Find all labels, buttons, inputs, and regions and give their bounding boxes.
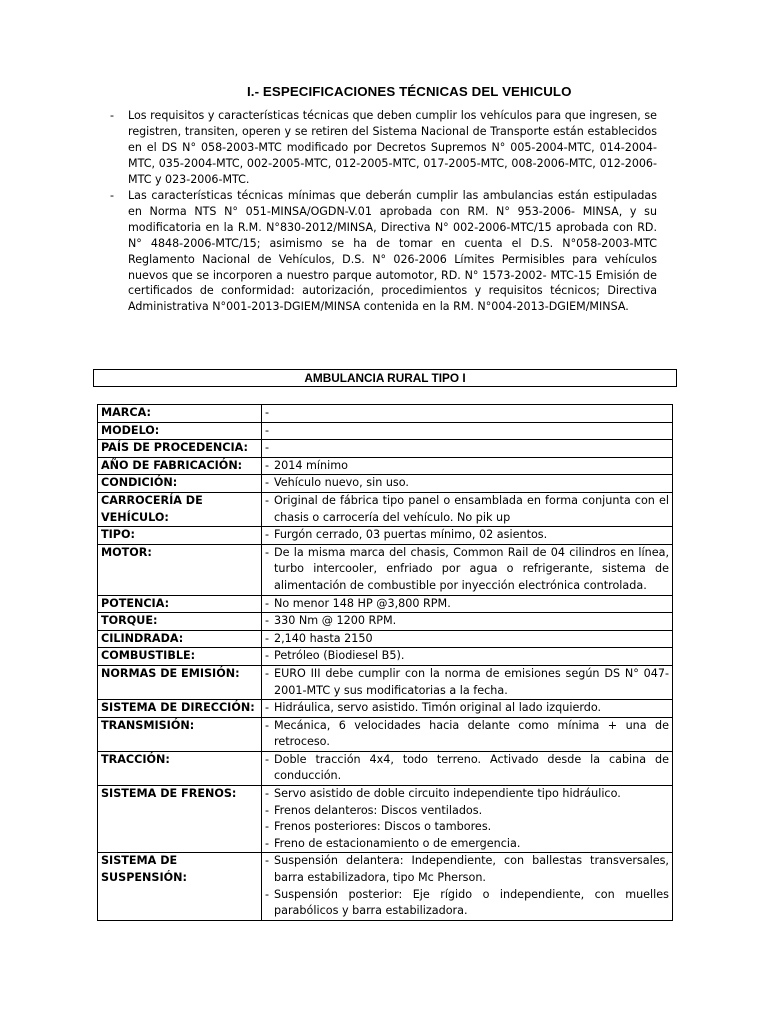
spec-label: COMBUSTIBLE: xyxy=(98,648,262,666)
spec-row xyxy=(98,440,673,458)
spec-label: TORQUE: xyxy=(98,613,262,631)
specs-table xyxy=(97,404,673,921)
spec-value-cell xyxy=(262,665,673,699)
spec-row xyxy=(98,648,673,666)
spec-value-item xyxy=(265,613,669,630)
spec-value-item xyxy=(265,527,669,544)
spec-value-text: Petróleo (Biodiesel B5). xyxy=(274,649,405,663)
spec-row xyxy=(98,492,673,526)
spec-value-cell xyxy=(262,630,673,648)
spec-row xyxy=(98,786,673,853)
specs-table-body xyxy=(98,405,673,921)
value-dash: - xyxy=(265,631,270,645)
spec-row xyxy=(98,422,673,440)
value-dash: - xyxy=(265,596,270,610)
intro-paragraph-text: Las características técnicas mínimas que deberán cumplir las ambulancias están estipuladas en Norma NTS N° 051-MINSA/OGDN-V.01 aprobada con RM. N° 953-2006- MINSA, y su modificatoria en la R.M. N°830-2012/MINSA, Directiva N° 002-2006-MTC/15 aprobada con RD. N° 4848-2006-MTC/15; asimismo se ha de tomar en cuenta el D.S. N°058-2003-MTC Reglamento Nacional de Vehículos, D.S. N° 026-2006 Límites Permisibles para vehículos nuevos que se incorporen a nuestro parque automotor, RD. N° 1573-2002- MTC-15 Emisión de certificados de conformidad: autorización, procedimientos y requisitos técnicos; Directiva Administrativa N°001-2013-DGIEM/MINSA contenida en la RM. N°004-2013-DGIEM/MINSA. xyxy=(128,188,657,314)
spec-value-cell xyxy=(262,717,673,751)
spec-label: MARCA: xyxy=(98,405,262,423)
spec-label: NORMAS DE EMISIÓN: xyxy=(98,665,262,699)
spec-label: TIPO: xyxy=(98,527,262,545)
intro-paragraph xyxy=(110,108,657,188)
spec-value-cell xyxy=(262,475,673,493)
value-dash: - xyxy=(265,441,270,455)
spec-label: SISTEMA DE DIRECCIÓN: xyxy=(98,700,262,718)
spec-row xyxy=(98,700,673,718)
value-dash: - xyxy=(265,854,270,868)
spec-label: AÑO DE FABRICACIÓN: xyxy=(98,457,262,475)
spec-value-text: Original de fábrica tipo panel o ensamblada en forma conjunta con el chasis o carrocería del vehículo. No pik up xyxy=(274,493,669,524)
value-dash: - xyxy=(265,718,270,732)
spec-value-cell xyxy=(262,457,673,475)
spec-value-text: Freno de estacionamiento o de emergencia. xyxy=(274,836,521,850)
spec-value-item xyxy=(265,700,669,717)
spec-value-item xyxy=(265,853,669,886)
spec-value-text: 330 Nm @ 1200 RPM. xyxy=(274,614,397,628)
value-dash: - xyxy=(265,836,270,850)
value-dash: - xyxy=(265,887,270,901)
spec-value-cell xyxy=(262,853,673,920)
spec-value-cell xyxy=(262,613,673,631)
spec-value-item xyxy=(265,493,669,526)
spec-value-text: Frenos posteriores: Discos o tambores. xyxy=(274,820,492,834)
spec-row xyxy=(98,613,673,631)
spec-label: CILINDRADA: xyxy=(98,630,262,648)
spec-label: MOTOR: xyxy=(98,544,262,595)
value-dash: - xyxy=(265,820,270,834)
spec-value-cell xyxy=(262,751,673,785)
spec-value-item xyxy=(265,718,669,751)
spec-value-text xyxy=(274,423,669,440)
bullet-marker: - xyxy=(110,188,115,202)
value-dash: - xyxy=(265,787,270,801)
spec-value-item xyxy=(265,405,669,422)
spec-row xyxy=(98,630,673,648)
spec-value-item xyxy=(265,423,669,440)
spec-value-text: De la misma marca del chasis, Common Rail de 04 cilindros en línea, turbo intercooler, enfriado por agua o refrigerante, sistema de alimentación de combustible por inyección electrónica controlada. xyxy=(274,545,669,592)
spec-value-item xyxy=(265,836,669,853)
spec-value-cell xyxy=(262,492,673,526)
spec-value-text: Vehículo nuevo, sin uso. xyxy=(274,476,409,490)
spec-row xyxy=(98,475,673,493)
spec-value-text xyxy=(274,405,669,422)
value-dash: - xyxy=(265,545,270,559)
spec-value-item xyxy=(265,819,669,836)
spec-value-text: Suspensión posterior: Eje rígido o independiente, con muelles parabólicos y barra estabilizadora. xyxy=(274,887,669,918)
spec-value-text: Mecánica, 6 velocidades hacia delante como mínima + una de retroceso. xyxy=(274,718,669,749)
spec-value-text: Frenos delanteros: Discos ventilados. xyxy=(274,803,483,817)
value-dash: - xyxy=(265,423,270,437)
spec-value-item xyxy=(265,458,669,475)
value-dash: - xyxy=(265,458,270,472)
spec-label: TRANSMISIÓN: xyxy=(98,717,262,751)
spec-value-cell xyxy=(262,700,673,718)
spec-label: SISTEMA DE SUSPENSIÓN: xyxy=(98,853,262,920)
spec-row xyxy=(98,595,673,613)
value-dash: - xyxy=(265,666,270,680)
spec-label: PAÍS DE PROCEDENCIA: xyxy=(98,440,262,458)
spec-value-text: Doble tracción 4x4, todo terreno. Activado desde la cabina de conducción. xyxy=(274,752,669,783)
value-dash: - xyxy=(265,752,270,766)
spec-value-item xyxy=(265,648,669,665)
spec-row xyxy=(98,544,673,595)
spec-value-cell xyxy=(262,595,673,613)
spec-value-cell xyxy=(262,422,673,440)
spec-value-text: 2014 mínimo xyxy=(274,458,348,472)
spec-row xyxy=(98,717,673,751)
spec-value-text: 2,140 hasta 2150 xyxy=(274,631,373,645)
spec-value-item xyxy=(265,475,669,492)
spec-value-cell xyxy=(262,544,673,595)
spec-value-item xyxy=(265,752,669,785)
spec-row xyxy=(98,665,673,699)
spec-value-item xyxy=(265,803,669,820)
spec-label: CARROCERÍA DE VEHÍCULO: xyxy=(98,492,262,526)
value-dash: - xyxy=(265,803,270,817)
spec-value-cell xyxy=(262,405,673,423)
spec-row xyxy=(98,457,673,475)
spec-label: TRACCIÓN: xyxy=(98,751,262,785)
spec-value-text: EURO III debe cumplir con la norma de emisiones según DS N° 047-2001-MTC y sus modificatorias a la fecha. xyxy=(274,666,669,697)
spec-value-cell xyxy=(262,786,673,853)
spec-value-text: No menor 148 HP @3,800 RPM. xyxy=(274,596,451,610)
spec-value-text: Furgón cerrado, 03 puertas mínimo, 02 asientos. xyxy=(274,528,548,542)
intro-paragraph xyxy=(110,188,657,316)
spec-value-cell xyxy=(262,527,673,545)
value-dash: - xyxy=(265,476,270,490)
spec-label: POTENCIA: xyxy=(98,595,262,613)
spec-value-item xyxy=(265,545,669,595)
spec-row xyxy=(98,751,673,785)
spec-value-item xyxy=(265,887,669,920)
value-dash: - xyxy=(265,614,270,628)
bullet-marker: - xyxy=(110,109,115,122)
value-dash: - xyxy=(265,528,270,542)
spec-label: MODELO: xyxy=(98,422,262,440)
spec-value-cell xyxy=(262,648,673,666)
spec-value-item xyxy=(265,440,669,457)
spec-value-item xyxy=(265,666,669,699)
section-title: I.- ESPECIFICACIONES TÉCNICAS DEL VEHICULO xyxy=(247,84,572,99)
spec-value-text: Hidráulica, servo asistido. Timón original al lado izquierdo. xyxy=(274,701,602,715)
spec-label: SISTEMA DE FRENOS: xyxy=(98,786,262,853)
spec-row xyxy=(98,853,673,920)
value-dash: - xyxy=(265,649,270,663)
spec-value-text xyxy=(274,440,669,457)
spec-value-item xyxy=(265,631,669,648)
intro-bullet-list xyxy=(110,108,657,315)
spec-label: CONDICIÓN: xyxy=(98,475,262,493)
spec-value-text: Servo asistido de doble circuito independiente tipo hidráulico. xyxy=(274,787,621,801)
intro-paragraph-text: Los requisitos y características técnicas que deben cumplir los vehículos para que ingresen, se registren, transiten, operen y se retiren del Sistema Nacional de Transporte están establecidos en el DS N° 058-2003-MTC modificado por Decretos Supremos N° 005-2004-MTC, 014-2004-MTC, 035-2004-MTC, 002-2005-MTC, 012-2005-MTC, 017-2005-MTC, 008-2006-MTC, 012-2006-MTC y 023-2006-MTC. xyxy=(128,109,657,186)
table-title: AMBULANCIA RURAL TIPO I xyxy=(93,369,677,387)
spec-row xyxy=(98,527,673,545)
spec-value-item xyxy=(265,596,669,613)
value-dash: - xyxy=(265,493,270,507)
value-dash: - xyxy=(265,406,270,419)
spec-value-cell xyxy=(262,440,673,458)
spec-row xyxy=(98,405,673,423)
spec-value-item xyxy=(265,786,669,803)
value-dash: - xyxy=(265,701,270,715)
spec-value-text: Suspensión delantera: Independiente, con ballestas transversales, barra estabilizadora, tipo Mc Pherson. xyxy=(274,854,669,885)
